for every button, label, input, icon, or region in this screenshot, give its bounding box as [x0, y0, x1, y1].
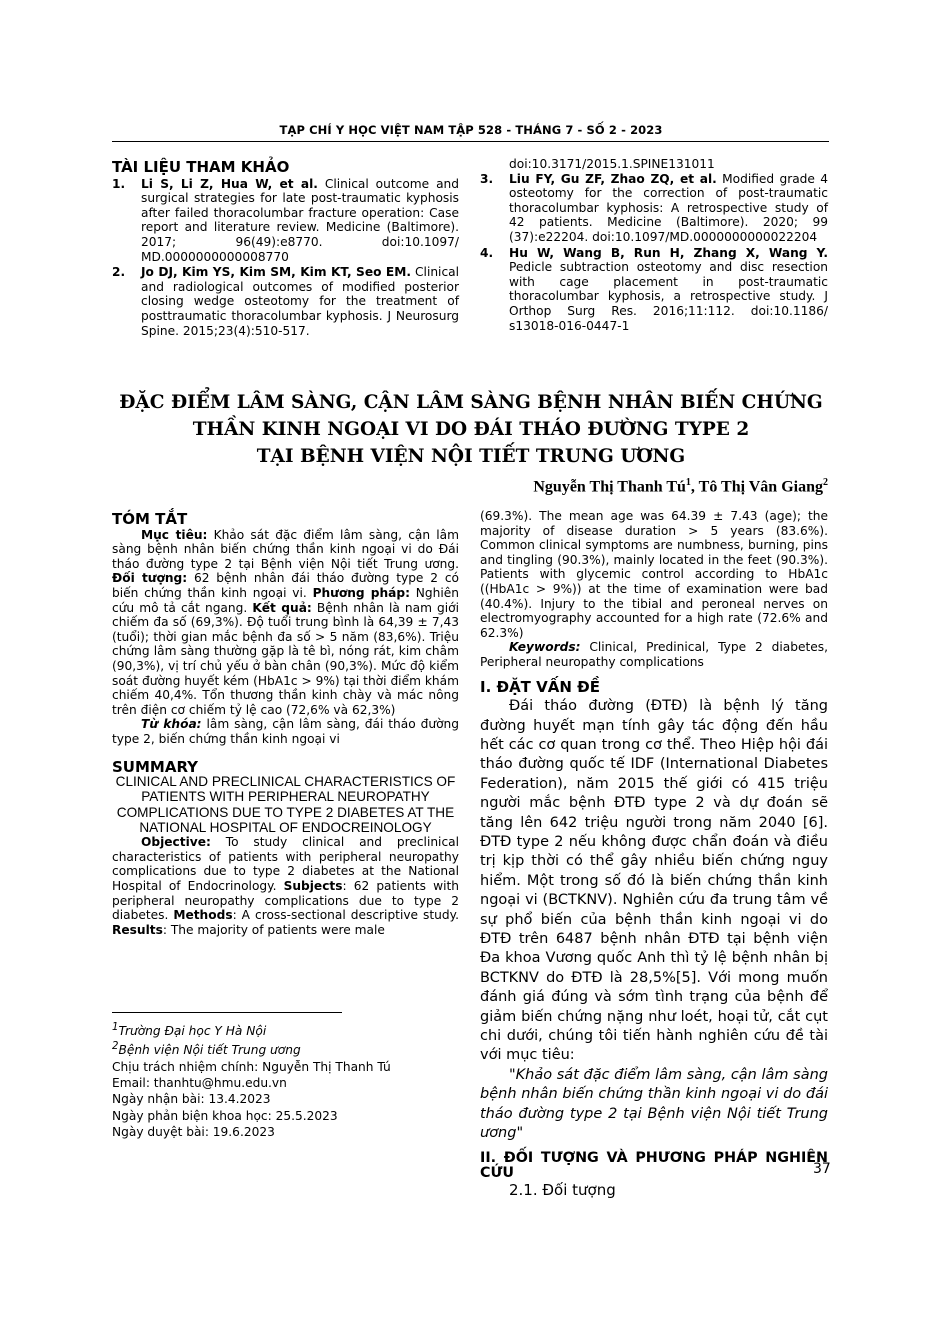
label-en-keywords: Keywords: [509, 640, 581, 655]
intro-objective-text: "Khảo sát đặc điểm lâm sàng, cận lâm sàng bệnh nhân biến chứng thần kinh ngoại vi do đái tháo đường type 2 tại Bệnh viện Nội tiết Trung ương" [480, 1066, 828, 1142]
reference-authors: Jo DJ, Kim YS, Kim SM, Kim KT, Seo EM. [141, 265, 411, 280]
footnotes [112, 1020, 391, 1140]
label-en-objective: Objective: [141, 835, 211, 850]
label-keywords: Từ khóa: [141, 717, 202, 732]
affiliation-mark: 1 [112, 1022, 119, 1033]
author-affiliation-mark: 1 [685, 477, 691, 488]
reference-item [112, 177, 459, 265]
methods-heading: II. ĐỐI TƯỢNG VÀ PHƯƠNG PHÁP NGHIÊN CỨU [480, 1150, 828, 1182]
references-left [112, 160, 459, 338]
reference-text: doi:10.3171/2015.1.SPINE131011 [509, 157, 715, 171]
reference-text: Modified grade 4 osteotomy for the correction of post-traumatic thoracolumbar kyphosis: A retrospective study of 42 patients. Medicine (Baltimore). 2020; 99 (37):e22204. doi:10.1097/MD.0000000000022204 [509, 171, 828, 244]
text-en-subjects: : 62 patients with peripheral neuropathy complications due to type 2 diabetes. [112, 879, 459, 923]
text-objective: Khảo sát đặc điểm lâm sàng, cận lâm sàng bệnh nhân biến chứng thần kinh ngoại vi do Đái tháo đường type 2 tại Bệnh viện Nội tiết Trung ương. [112, 527, 459, 571]
email: Email: thanhtu@hmu.edu.vn [112, 1076, 287, 1091]
affiliation-1 [112, 1020, 391, 1039]
reference-number: 3. [480, 171, 494, 186]
text-en-results: : The majority of patients were male [162, 922, 385, 937]
label-en-methods: Methods [173, 908, 233, 923]
author-name: Tô Thị Vân Giang [698, 478, 823, 496]
article-title-line: TẠI BỆNH VIỆN NỘI TIẾT TRUNG ƯƠNG [256, 446, 686, 467]
footnote-rule [112, 1012, 342, 1013]
reference-number: 4. [480, 245, 494, 260]
affiliation-mark: 2 [112, 1041, 119, 1053]
text-results: Bệnh nhân là nam giới chiếm đa số (69,3%). Độ tuổi trung bình là 64,39 ± 7,43 (tuổi); thời gian mắc bệnh đa số > 5 năm (83,6%). Triệu chứng lâm sàng thường gặp là tê bì, nóng rát, kim châm (90,3%), vị trí chủ yếu ở bàn chân (90,3%). Mức độ kiểm soát đường huyết kém (HbA1c > 9%) tại thời điểm khám chiếm 40,4%. Tổn thương thần kinh chày và mác nông trên điện cơ chiếm tỷ lệ cao (72,6% và 62,3%) [112, 600, 459, 717]
text-keywords: lâm sàng, cận lâm sàng, đái tháo đường type 2, biến chứng thần kinh ngoại vi [112, 717, 459, 746]
methods-subheading: 2.1. Đối tượng [509, 1180, 616, 1199]
tomtat-body [112, 528, 459, 718]
article-title-line: THẦN KINH NGOẠI VI DO ĐÁI THÁO ĐƯỜNG TYPE 2 [192, 419, 750, 440]
references-right [480, 157, 828, 333]
text-subjects: 62 bệnh nhân đái tháo đường type 2 có biến chứng thần kinh ngoại vi. [112, 571, 460, 600]
tomtat-heading: TÓM TẮT [112, 510, 188, 528]
page-number: 37 [813, 1161, 831, 1177]
author-separator: , [690, 478, 699, 496]
reference-authors: Liu FY, Gu ZF, Zhao ZQ, et al. [509, 171, 717, 186]
date-accepted: Ngày duyệt bài: 19.6.2023 [112, 1124, 275, 1139]
reference-text: Clinical outcome and surgical strategies for late post-traumatic kyphosis after failed thoracolumbar fracture operation: Case report and literature review. Medicine (Baltimore). 2017; 96(49):e8770. doi:10.1097/ MD.0000000000008770 [141, 176, 459, 264]
abstract-column [112, 512, 459, 937]
summary-keywords [480, 640, 828, 669]
right-column [480, 509, 828, 1197]
references-list-continued [480, 157, 828, 333]
intro-body [480, 697, 828, 1143]
affiliation-text: Bệnh viện Nội tiết Trung ương [118, 1043, 301, 1058]
reference-item [480, 246, 828, 334]
intro-objective [480, 1066, 828, 1144]
reference-text: Pedicle subtraction osteotomy and disc resection with cage placement in post-traumatic thoracolumbar kyphosis, a retrospective study. J Orthop Surg Res. 2016;11:112. doi:10.1186/ s13018-016-0447-1 [509, 260, 828, 333]
text-en-methods: : A cross-sectional descriptive study. [232, 908, 459, 923]
affiliation-text: Trường Đại học Y Hà Nội [118, 1024, 267, 1039]
text-methods: Nghiên cứu mô tả cắt ngang. [112, 585, 459, 615]
references-list [112, 177, 459, 339]
author-affiliation-mark: 2 [823, 477, 828, 488]
article-title [100, 389, 842, 470]
summary-heading: SUMMARY [112, 757, 199, 776]
label-en-results: Results [112, 922, 163, 937]
reference-number: 2. [112, 265, 126, 280]
label-methods: Phương pháp: [312, 585, 411, 600]
text-en-keywords: Clinical, Predinical, Type 2 diabetes, Peripheral neuropathy complications [480, 640, 828, 669]
reference-item [112, 265, 459, 338]
label-results: Kết quả: [252, 600, 312, 615]
journal-header: TẠP CHÍ Y HỌC VIỆT NAM TẬP 528 - THÁNG 7 - SỐ 2 - 2023 [279, 123, 663, 137]
reference-authors: Hu W, Wang B, Run H, Zhang X, Wang Y. [509, 245, 828, 260]
label-objective: Mục tiêu: [141, 527, 208, 542]
date-received: Ngày nhận bài: 13.4.2023 [112, 1092, 271, 1107]
references-title: TÀI LIỆU THAM KHẢO [112, 158, 290, 176]
label-en-subjects: Subjects [283, 879, 343, 894]
reference-continuation [480, 157, 828, 172]
reference-text: Clinical and radiological outcomes of modified posterior closing wedge osteotomy for the treatment of posttraumatic thoracolumbar kyphosis. J Neurosurg Spine. 2015;23(4):510-517. [141, 265, 459, 338]
summary-body [112, 835, 459, 937]
summary-continued: (69.3%). The mean age was 64.39 ± 7.43 (age); the majority of disease duration > 5 years (83.6%). Common clinical symptoms are numbness, burning, pins and tingling (90.3%), mainly located in the feet (90.3%). Patients with glycemic control according to HbA1c ((HbA1c > 9%)) at the time of examination were bad (40.4%). Injury to the tibial and peroneal nerves on electromyography accounted for a high rate (72.6% and 62.3%) [480, 509, 828, 640]
intro-heading: I. ĐẶT VẤN ĐỀ [480, 677, 600, 696]
header-rule [112, 141, 829, 142]
author-name: Nguyễn Thị Thanh Tú [533, 478, 686, 496]
label-subjects: Đối tượng: [112, 571, 188, 586]
reference-item [480, 172, 828, 245]
reference-number: 1. [112, 176, 126, 191]
intro-paragraph: Đái tháo đường (ĐTĐ) là bệnh lý tăng đường huyết mạn tính gây tác động đến hầu hết các cơ quan trong cơ thể. Theo Hiệp hội đái tháo đường quốc tế IDF (International Diabetes Federation), năm 2015 thế giới có 415 triệu người mắc bệnh ĐTĐ type 2 và dự đoán sẽ tăng lên 642 triệu người trong năm 2040 [6]. ĐTĐ type 2 nếu không được chẩn đoán và điều trị kịp thời có thể gây nhiều biến chứng nguy hiểm. Một trong số đó là biến chứng thần kinh ngoại vi (BCTKNV). Nghiên cứu đa trung tâm về sự phổ biến của bệnh thần kinh ngoại vi do ĐTĐ trên 6487 bệnh nhân ĐTĐ tại bệnh viện Đa khoa Vương quốc Anh thì tỷ lệ bệnh nhân bị BCTKNV do ĐTĐ là 28,5%[5]. Với mong muốn đánh giá đúng và sớm tình trạng của bệnh để giảm biến chứng nặng như loét, hoại tử, cắt cụt chi dưới, chúng tôi tiến hành nghiên cứu đề tài với mục tiêu: [480, 698, 828, 1064]
article-authors [533, 477, 828, 496]
tomtat-keywords [112, 717, 459, 746]
corresponding-author: Chịu trách nhiệm chính: Nguyễn Thị Thanh Tú [112, 1059, 391, 1074]
article-title-line: ĐẶC ĐIỂM LÂM SÀNG, CẬN LÂM SÀNG BỆNH NHÂN BIẾN CHỨNG [119, 392, 823, 413]
affiliation-2 [112, 1039, 391, 1058]
reference-authors: Li S, Li Z, Hua W, et al. [141, 176, 318, 191]
text-en-objective: To study clinical and preclinical characteristics of patients with peripheral neuropathy complications due to type 2 diabetes at the National Hospital of Endocrinology. [112, 835, 459, 894]
date-reviewed: Ngày phản biện khoa học: 25.5.2023 [112, 1108, 338, 1123]
summary-title: CLINICAL AND PRECLINICAL CHARACTERISTICS OF PATIENTS WITH PERIPHERAL NEUROPATHY COMPLICATIONS DUE TO TYPE 2 DIABETES AT THE NATIONAL HOSPITAL OF ENDOCREINOLOGY [115, 774, 456, 835]
